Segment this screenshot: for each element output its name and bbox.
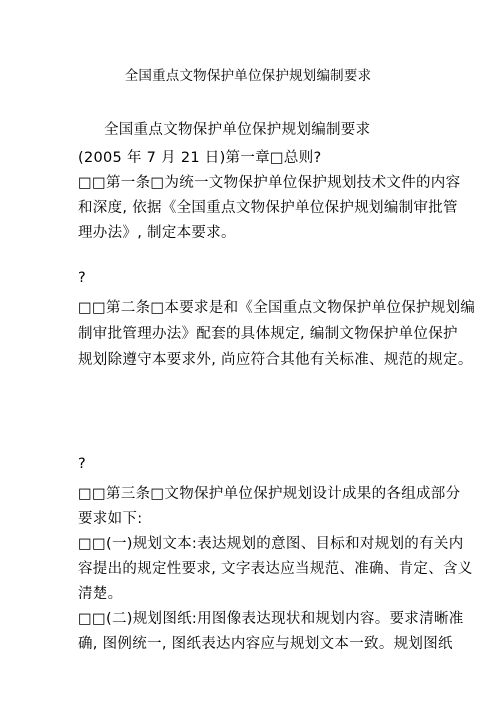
- text-line: □□(二)规划图纸:用图像表达现状和规划内容。要求清晰准: [78, 611, 464, 627]
- text-line: □□第三条□文物保护单位保护规划设计成果的各组成部分: [78, 486, 461, 502]
- text-line: 理办法》, 制定本要求。: [78, 225, 236, 241]
- text-line: 确, 图例统一, 图纸表达内容应与规划文本一致。规划图纸: [78, 636, 453, 652]
- text-line: 要求如下:: [78, 511, 143, 527]
- text-line: 制审批管理办法》配套的具体规定, 编制文物保护单位保护: [78, 326, 458, 342]
- text-line: □□第一条□为统一文物保护单位保护规划技术文件的内容: [78, 175, 461, 191]
- text-line: □□第二条□本要求是和《全国重点文物保护单位保护规划编: [78, 300, 476, 316]
- heading-line: 全国重点文物保护单位保护规划编制要求: [104, 122, 371, 138]
- text-line: 和深度, 依据《全国重点文物保护单位保护规划编制审批管: [78, 200, 458, 216]
- document-title: 全国重点文物保护单位保护规划编制要求: [124, 68, 372, 84]
- text-line: □□(一)规划文本:表达规划的意图、目标和对规划的有关内: [78, 536, 464, 552]
- text-line: 规划除遵守本要求外, 尚应符合其他有关标准、规范的规定。: [78, 352, 473, 368]
- text-line: 清楚。: [78, 586, 123, 602]
- text-line: 容提出的规定性要求, 文字表达应当规范、准确、肯定、含义: [78, 561, 473, 577]
- placeholder-mark: ?: [78, 270, 86, 286]
- placeholder-mark: ?: [78, 456, 86, 472]
- date-chapter-line: (2005 年 7 月 21 日)第一章□总则?: [78, 150, 322, 166]
